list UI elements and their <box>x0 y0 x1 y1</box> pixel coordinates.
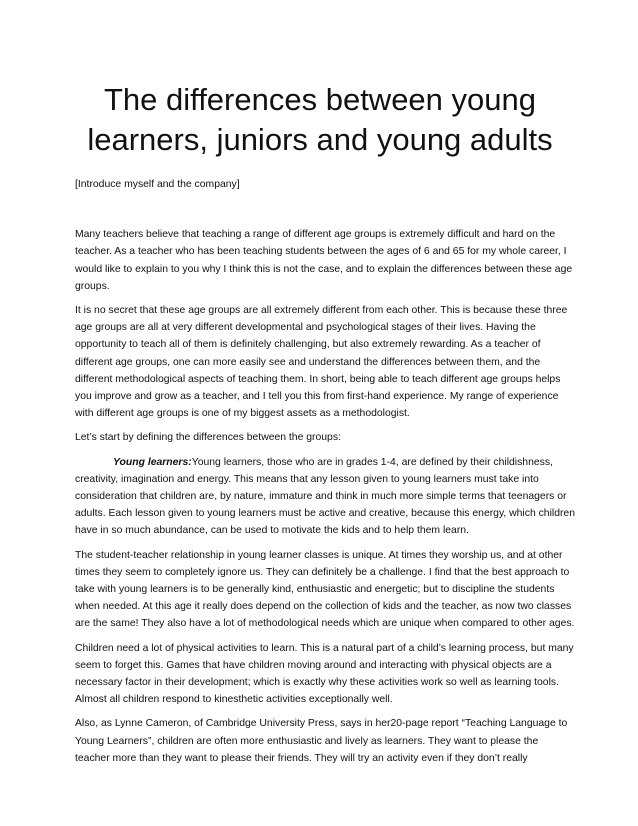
document-body <box>75 176 575 774</box>
paragraph-3: Let’s start by defining the differences between the groups: <box>75 432 341 444</box>
young-learners-heading: Young learners: <box>113 456 192 468</box>
paragraph-5: The student-teacher relationship in young learner classes is unique. At times they worship us, and at other times they seem to completely ignore us. They can definitely be a challenge. I find that the best approach to take with young learners is to be generally kind, enthusiastic and energetic; but to discipline the students when needed. At this age it really does depend on the collection of kids and the teacher, as now two classes are the same! They also have a lot of methodological needs which are unique when compared to other ages. <box>75 549 575 630</box>
paragraph-7: Also, as Lynne Cameron, of Cambridge University Press, says in her20-page report “Teaching Language to Young Learners”, children are often more enthusiastic and lively as learners. They want to please the teacher more than they want to please their friends. They will try an activity even if they don’t really <box>75 718 568 764</box>
title-line-2: learners, juniors and young adults <box>87 122 553 157</box>
young-learners-text: Young learners, those who are in grades 1-4, are defined by their childishness, creativity, imagination and energy. This means that any lesson given to young learners must take into consideration that children are, by nature, immature and think in much more simple terms that teenagers or adults. Each lesson given to young learners must be active and creative, because this energy, which children have in so much abundance, can be used to motivate the kids and to help them learn. <box>75 456 575 537</box>
paragraph-1: Many teachers believe that teaching a range of different age groups is extremely difficult and hard on the teacher. As a teacher who has been teaching students between the ages of 6 and 65 for my whole career, I would like to explain to you why I think this is not the case, and to explain the differences between these age groups. <box>75 229 573 292</box>
young-learners-paragraph <box>75 454 575 540</box>
document-title <box>60 80 580 160</box>
paragraph-6: Children need a lot of physical activities to learn. This is a natural part of a child’s learning process, but many seem to forget this. Games that have children moving around and interacting with physical objects are a necessary factor in their development; which is exactly why these activities work so well as learning tools. Almost all children respond to kinesthetic activities exceptionally well. <box>75 642 574 706</box>
title-line-1: The differences between young <box>103 82 536 117</box>
paragraph-2: It is no secret that these age groups are all extremely different from each other. This is because these three age groups are all at very different developmental and psychological stages of their lives. Having the opportunity to teach all of them is definitely challenging, but also extremely rewarding. As a teacher of different age groups, one can more easily see and understand the differences between them, and the different methodological aspects of teaching them. In short, being able to teach different age groups helps you improve and grow as a teacher, and I tell you this from first-hand experience. My range of experience with different age groups is one of my biggest assets as a methodologist. <box>75 305 568 420</box>
intro-placeholder: [Introduce myself and the company] <box>75 179 240 190</box>
